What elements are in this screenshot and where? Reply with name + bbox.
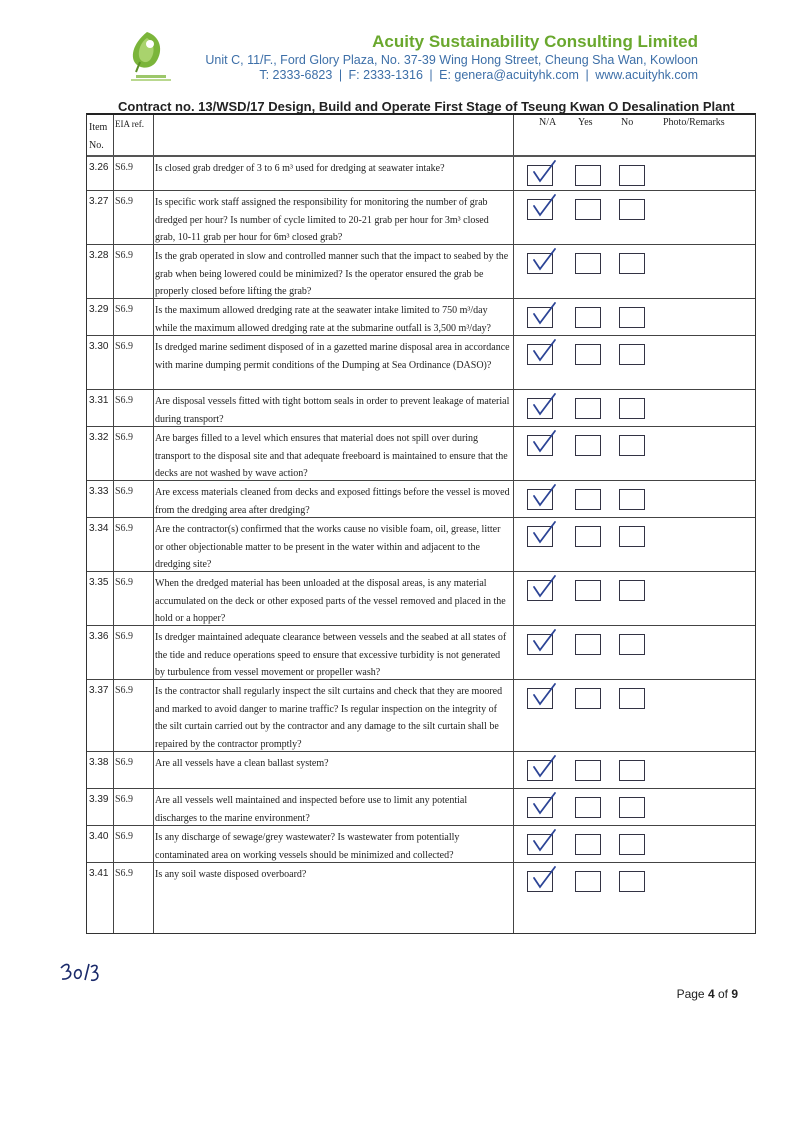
- table-header: [87, 115, 755, 157]
- item-number: 3.30: [89, 341, 109, 352]
- checkbox-no[interactable]: [619, 580, 645, 601]
- table-row: [87, 390, 755, 427]
- phone: T: 2333-6823: [259, 68, 333, 82]
- table-row: [87, 826, 755, 863]
- checklist-question: Is dredged marine sediment disposed of in a gazetted marine disposal area in accordance with marine dumping permit conditions of the Dumping at Sea Ordinance (DASO)?: [155, 342, 510, 371]
- eia-ref: S6.9: [115, 685, 134, 696]
- table-row: [87, 191, 755, 245]
- eia-ref: S6.9: [115, 577, 134, 588]
- table-row: [87, 863, 755, 933]
- table-row: [87, 572, 755, 626]
- eia-ref: S6.9: [115, 794, 134, 805]
- website-link[interactable]: www.acuityhk.com: [595, 68, 698, 82]
- item-number: 3.38: [89, 757, 109, 768]
- item-number: 3.28: [89, 250, 109, 261]
- check-mark-icon: [529, 337, 559, 365]
- eia-ref: S6.9: [115, 341, 134, 352]
- checklist-rows: [87, 157, 755, 933]
- table-row: [87, 680, 755, 752]
- checkbox-yes[interactable]: [575, 253, 601, 274]
- checkbox-yes[interactable]: [575, 871, 601, 892]
- fax: F: 2333-1316: [348, 68, 423, 82]
- checkbox-no[interactable]: [619, 760, 645, 781]
- check-mark-icon: [529, 573, 559, 601]
- checkbox-no[interactable]: [619, 307, 645, 328]
- item-number: 3.31: [89, 395, 109, 406]
- checklist-question: Are barges filled to a level which ensures that material does not spill over during transport to the disposal site and that adequate freeboard is maintained to ensure that the decks are not washed by wave action?: [155, 433, 508, 480]
- check-mark-icon: [529, 627, 559, 655]
- handwritten-date-mark: [58, 958, 102, 988]
- eia-ref: S6.9: [115, 757, 134, 768]
- checkbox-no[interactable]: [619, 797, 645, 818]
- page-number: Page 4 of 9: [676, 987, 738, 1001]
- checklist-question: Are all vessels well maintained and inspected before use to limit any potential discharges to the marine environment?: [155, 795, 468, 824]
- col-eia-ref: EIA ref.: [115, 119, 144, 129]
- checkbox-yes[interactable]: [575, 526, 601, 547]
- checkbox-yes[interactable]: [575, 580, 601, 601]
- checkbox-no[interactable]: [619, 834, 645, 855]
- table-row: [87, 427, 755, 481]
- eia-ref: S6.9: [115, 432, 134, 443]
- checklist-question: Is the contractor shall regularly inspect the silt curtains and check that they are moored and marked to avoid danger to marine traffic? Is regular inspection on the integrity of the silt curtain carried out by the contractor and any damage to the silt curtain shall be repaired by the contractor promptly?: [155, 686, 503, 750]
- checkbox-no[interactable]: [619, 435, 645, 456]
- col-na: N/A: [539, 117, 557, 128]
- item-number: 3.40: [89, 831, 109, 842]
- check-mark-icon: [529, 246, 559, 274]
- eia-ref: S6.9: [115, 162, 134, 173]
- checkbox-yes[interactable]: [575, 688, 601, 709]
- check-mark-icon: [529, 827, 559, 855]
- check-mark-icon: [529, 681, 559, 709]
- checklist-question: Are the contractor(s) confirmed that the works cause no visible foam, oil, grease, litter or other objectionable matter to be present in the water within and adjacent to the dredging site?: [155, 524, 501, 571]
- checklist-question: When the dredged material has been unloaded at the disposal areas, is any material accumulated on the deck or other exposed parts of the vessel removed and placed in the hold or a hopper?: [155, 578, 506, 625]
- eia-ref: S6.9: [115, 250, 134, 261]
- eia-ref: S6.9: [115, 831, 134, 842]
- item-number: 3.26: [89, 162, 109, 173]
- checklist-question: Are all vessels have a clean ballast system?: [155, 758, 329, 769]
- item-number: 3.34: [89, 523, 109, 534]
- checkbox-no[interactable]: [619, 344, 645, 365]
- eia-ref: S6.9: [115, 523, 134, 534]
- checklist-question: Is dredger maintained adequate clearance between vessels and the seabed at all states of the tide and reduce operations speed to ensure that excessive turbidity is not generated by turbulence from vessel movement or propeller wash?: [155, 632, 507, 679]
- table-row: [87, 626, 755, 680]
- check-mark-icon: [529, 864, 559, 892]
- check-mark-icon: [529, 428, 559, 456]
- table-row: [87, 299, 755, 336]
- table-row: [87, 789, 755, 826]
- checkbox-no[interactable]: [619, 688, 645, 709]
- checkbox-yes[interactable]: [575, 307, 601, 328]
- col-no: No: [621, 117, 634, 128]
- table-row: [87, 336, 755, 390]
- checklist-question: Is specific work staff assigned the responsibility for monitoring the number of grab dredged per hour? Is number of cycle limited to 20-21 grab per hour for 3m³ closed grab, 10-11 grab per hour for 6m³ closed grab?: [155, 197, 489, 244]
- checkbox-no[interactable]: [619, 398, 645, 419]
- checklist-question: Are disposal vessels fitted with tight bottom seals in order to prevent leakage of material during transport?: [155, 396, 510, 425]
- check-mark-icon: [529, 482, 559, 510]
- checklist-question: Is closed grab dredger of 3 to 6 m³ used for dredging at seawater intake?: [155, 163, 445, 174]
- check-mark-icon: [529, 192, 559, 220]
- checklist-question: Is any soil waste disposed overboard?: [155, 869, 307, 880]
- checkbox-no[interactable]: [619, 634, 645, 655]
- checkbox-yes[interactable]: [575, 435, 601, 456]
- eia-ref: S6.9: [115, 868, 134, 879]
- checkbox-yes[interactable]: [575, 398, 601, 419]
- check-mark-icon: [529, 300, 559, 328]
- col-remarks: Photo/Remarks: [663, 117, 725, 128]
- checkbox-yes[interactable]: [575, 344, 601, 365]
- checkbox-yes[interactable]: [575, 760, 601, 781]
- eia-ref: S6.9: [115, 486, 134, 497]
- checklist-table: [86, 113, 756, 934]
- checkbox-no[interactable]: [619, 165, 645, 186]
- table-row: [87, 752, 755, 789]
- table-row: [87, 157, 755, 191]
- item-number: 3.37: [89, 685, 109, 696]
- check-mark-icon: [529, 790, 559, 818]
- check-mark-icon: [529, 391, 559, 419]
- checkbox-yes[interactable]: [575, 489, 601, 510]
- company-address: Unit C, 11/F., Ford Glory Plaza, No. 37-39 Wing Hong Street, Cheung Sha Wan, Kowloon: [205, 53, 698, 67]
- item-number: 3.32: [89, 432, 109, 443]
- checklist-question: Are excess materials cleaned from decks and exposed fittings before the vessel is moved from the dredging area after dredging?: [155, 487, 510, 516]
- company-contacts: T: 2333-6823 | F: 2333-1316 | E: genera@acuityhk.com | www.acuityhk.com: [259, 68, 698, 82]
- col-item: Item No.: [89, 122, 108, 151]
- checklist-question: Is any discharge of sewage/grey wastewater? Is wastewater from potentially contaminated area on working vessels should be minimized and collected?: [155, 832, 460, 861]
- checkbox-no[interactable]: [619, 526, 645, 547]
- contract-title: Contract no. 13/WSD/17 Design, Build and Operate First Stage of Tseung Kwan O Desalination Plant: [118, 99, 735, 114]
- checkbox-no[interactable]: [619, 871, 645, 892]
- item-number: 3.39: [89, 794, 109, 805]
- item-number: 3.27: [89, 196, 109, 207]
- checklist-question: Is the grab operated in slow and controlled manner such that the impact to seabed by the grab when being lowered could be minimized? Is the operator ensured the grab be properly closed before lifting the grab?: [155, 251, 509, 298]
- check-mark-icon: [529, 519, 559, 547]
- item-number: 3.29: [89, 304, 109, 315]
- email-link[interactable]: E: genera@acuityhk.com: [439, 68, 579, 82]
- company-logo-icon: [126, 28, 168, 74]
- checkbox-no[interactable]: [619, 199, 645, 220]
- checkbox-yes[interactable]: [575, 834, 601, 855]
- item-number: 3.41: [89, 868, 109, 879]
- checkbox-yes[interactable]: [575, 634, 601, 655]
- company-name: Acuity Sustainability Consulting Limited: [372, 32, 698, 51]
- table-row: [87, 481, 755, 518]
- checkbox-no[interactable]: [619, 253, 645, 274]
- checklist-question: Is the maximum allowed dredging rate at the seawater intake limited to 750 m³/day while the maximum allowed dredging rate at the submarine outfall is 3,500 m³/day?: [155, 305, 491, 334]
- eia-ref: S6.9: [115, 196, 134, 207]
- checkbox-yes[interactable]: [575, 165, 601, 186]
- checkbox-no[interactable]: [619, 489, 645, 510]
- check-mark-icon: [529, 158, 559, 186]
- item-number: 3.36: [89, 631, 109, 642]
- checkbox-yes[interactable]: [575, 797, 601, 818]
- table-row: [87, 518, 755, 572]
- check-mark-icon: [529, 753, 559, 781]
- eia-ref: S6.9: [115, 304, 134, 315]
- eia-ref: S6.9: [115, 631, 134, 642]
- table-row: [87, 245, 755, 299]
- item-number: 3.35: [89, 577, 109, 588]
- checkbox-yes[interactable]: [575, 199, 601, 220]
- logo-tagline: [128, 74, 174, 84]
- item-number: 3.33: [89, 486, 109, 497]
- eia-ref: S6.9: [115, 395, 134, 406]
- col-yes: Yes: [578, 117, 593, 128]
